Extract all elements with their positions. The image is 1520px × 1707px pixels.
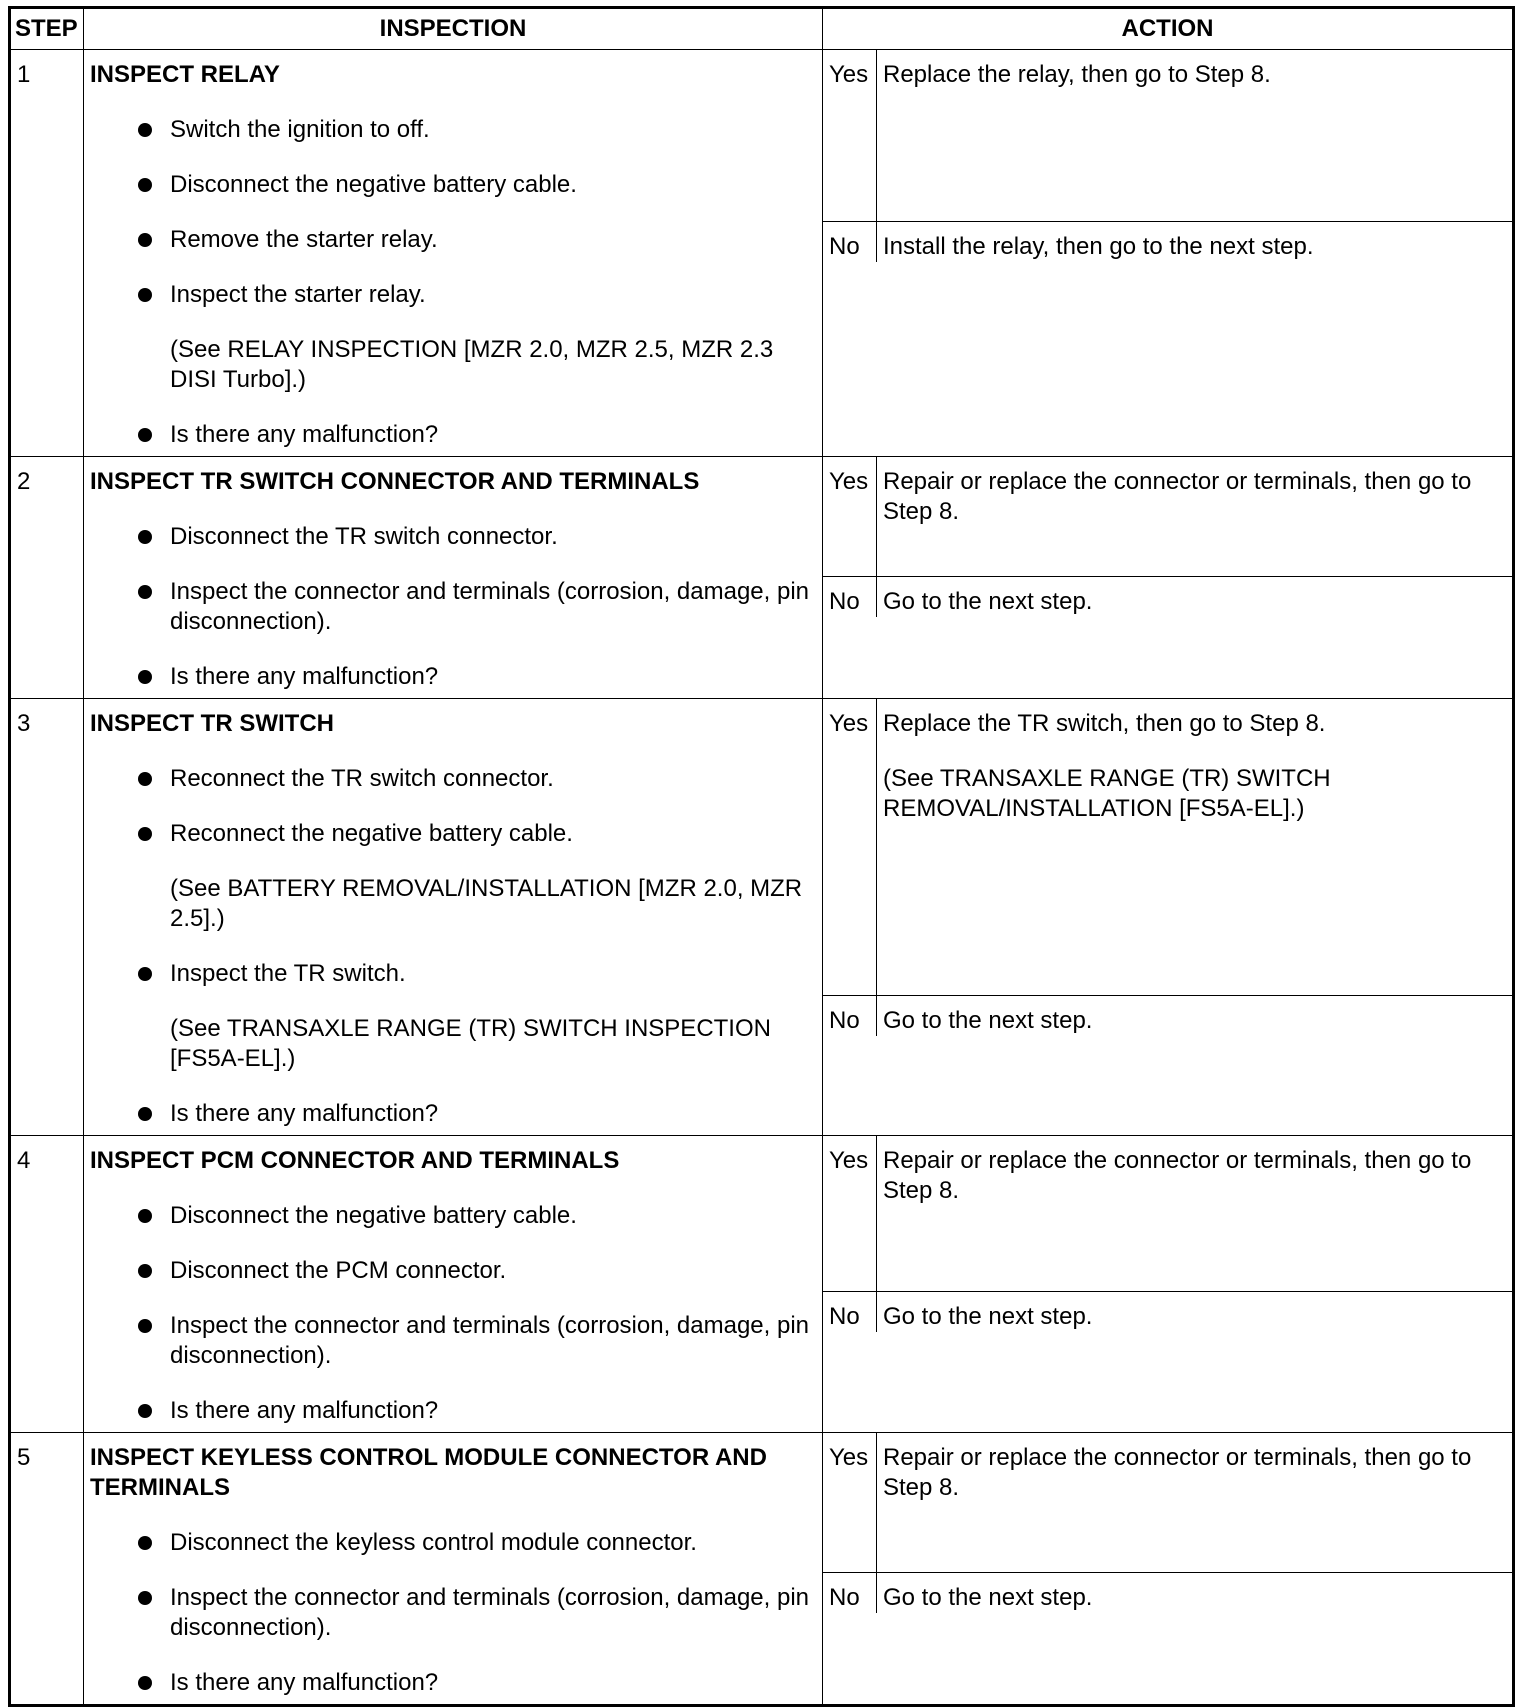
no-label: No: [823, 1292, 877, 1332]
bullet-text: Inspect the connector and terminals (corrosion, damage, pin disconnection).: [170, 1312, 810, 1369]
inspection-cell: [84, 50, 823, 457]
yes-action-note: (See TRANSAXLE RANGE (TR) SWITCH REMOVAL/INSTALLATION [FS5A-EL].): [883, 765, 1331, 822]
inspection-bullet-item: [170, 577, 814, 637]
step-number: 4: [10, 1136, 84, 1433]
yes-branch: [823, 699, 1512, 995]
bullet-text: Is there any malfunction?: [170, 1100, 439, 1127]
inspection-bullet-item: [170, 662, 814, 692]
action-column-header: ACTION: [823, 8, 1514, 50]
inspection-bullet-item: [170, 1396, 814, 1426]
inspection-cell: [84, 1136, 823, 1433]
inspection-title: INSPECT PCM CONNECTOR AND TERMINALS: [90, 1147, 620, 1174]
inspection-bullet-item: [170, 959, 814, 1074]
step-number: 2: [10, 457, 84, 699]
yes-action-text: Replace the relay, then go to Step 8.: [883, 61, 1271, 88]
yes-branch: [823, 457, 1512, 576]
no-label: No: [823, 1573, 877, 1613]
no-action-text: Go to the next step.: [883, 1007, 1093, 1034]
bullet-dot-icon: [138, 1107, 152, 1121]
bullet-dot-icon: [138, 530, 152, 544]
inspection-cell: [84, 699, 823, 1136]
inspection-bullet-item: [170, 1583, 814, 1643]
inspection-title: INSPECT RELAY: [90, 61, 280, 88]
step-number: 3: [10, 699, 84, 1136]
step-column-header: STEP: [10, 8, 84, 50]
inspection-cell: [84, 1433, 823, 1706]
inspection-bullet-item: [170, 1668, 814, 1698]
yes-label: Yes: [823, 50, 877, 221]
bullet-text: Disconnect the PCM connector.: [170, 1257, 507, 1284]
reference-note: (See TRANSAXLE RANGE (TR) SWITCH INSPECTION [FS5A-EL].): [170, 1015, 771, 1072]
yes-action-text: Repair or replace the connector or terminals, then go to Step 8.: [883, 1444, 1472, 1501]
no-action-text: Install the relay, then go to the next step.: [883, 233, 1314, 260]
bullet-text: Inspect the connector and terminals (corrosion, damage, pin disconnection).: [170, 1584, 810, 1641]
action-cell: [823, 50, 1514, 457]
yes-action-cell: [877, 699, 1512, 995]
bullet-text: Is there any malfunction?: [170, 1669, 439, 1696]
bullet-dot-icon: [138, 288, 152, 302]
action-cell: [823, 1136, 1514, 1433]
bullet-dot-icon: [138, 585, 152, 599]
step-row: [10, 699, 1514, 1136]
yes-branch: [823, 50, 1512, 221]
no-branch: [823, 221, 1512, 262]
inspection-bullets: [90, 764, 814, 1129]
bullet-dot-icon: [138, 827, 152, 841]
no-label: No: [823, 577, 877, 617]
bullet-text: Is there any malfunction?: [170, 421, 439, 448]
bullet-text: Disconnect the TR switch connector.: [170, 523, 558, 550]
inspection-bullet-item: [170, 764, 814, 794]
bullet-dot-icon: [138, 1591, 152, 1605]
bullet-text: Disconnect the negative battery cable.: [170, 1202, 577, 1229]
bullet-text: Inspect the connector and terminals (corrosion, damage, pin disconnection).: [170, 578, 810, 635]
inspection-bullet-item: [170, 522, 814, 552]
step-row: [10, 1433, 1514, 1706]
no-branch: [823, 995, 1512, 1036]
inspection-bullet-item: [170, 115, 814, 145]
inspection-bullet-item: [170, 1528, 814, 1558]
action-cell: [823, 1433, 1514, 1706]
no-label: No: [823, 996, 877, 1036]
action-cell: [823, 457, 1514, 699]
inspection-cell: [84, 457, 823, 699]
yes-label: Yes: [823, 699, 877, 995]
inspection-bullet-item: [170, 1256, 814, 1286]
bullet-dot-icon: [138, 772, 152, 786]
step-number: 1: [10, 50, 84, 457]
no-label: No: [823, 222, 877, 262]
no-branch: [823, 1291, 1512, 1332]
bullet-text: Remove the starter relay.: [170, 226, 438, 253]
yes-action-text: Replace the TR switch, then go to Step 8.: [883, 710, 1326, 737]
header-row: [10, 8, 1514, 50]
yes-branch: [823, 1136, 1512, 1291]
bullet-dot-icon: [138, 967, 152, 981]
inspection-bullets: [90, 522, 814, 692]
inspection-bullet-item: [170, 1201, 814, 1231]
step-row: [10, 457, 1514, 699]
bullet-dot-icon: [138, 123, 152, 137]
inspection-title: INSPECT KEYLESS CONTROL MODULE CONNECTOR AND TERMINALS: [90, 1444, 767, 1501]
bullet-text: Is there any malfunction?: [170, 1397, 439, 1424]
action-cell: [823, 699, 1514, 1136]
inspection-title: INSPECT TR SWITCH: [90, 710, 334, 737]
inspection-bullet-item: [170, 1311, 814, 1371]
inspection-bullet-item: [170, 280, 814, 395]
bullet-dot-icon: [138, 178, 152, 192]
no-action-text: Go to the next step.: [883, 1303, 1093, 1330]
step-row: [10, 1136, 1514, 1433]
step-number: 5: [10, 1433, 84, 1706]
reference-note: (See BATTERY REMOVAL/INSTALLATION [MZR 2.0, MZR 2.5].): [170, 875, 803, 932]
bullet-dot-icon: [138, 670, 152, 684]
inspection-bullet-item: [170, 420, 814, 450]
no-branch: [823, 576, 1512, 617]
yes-action-cell: [877, 1136, 1512, 1291]
no-action-text: Go to the next step.: [883, 1584, 1093, 1611]
inspection-bullet-item: [170, 170, 814, 200]
yes-action-text: Repair or replace the connector or terminals, then go to Step 8.: [883, 1147, 1472, 1204]
inspection-bullets: [90, 115, 814, 450]
step-row: [10, 50, 1514, 457]
bullet-dot-icon: [138, 233, 152, 247]
yes-action-cell: [877, 50, 1512, 221]
yes-action-cell: [877, 1433, 1512, 1572]
yes-action-cell: [877, 457, 1512, 576]
bullet-text: Reconnect the TR switch connector.: [170, 765, 554, 792]
yes-branch: [823, 1433, 1512, 1572]
bullet-dot-icon: [138, 1319, 152, 1333]
bullet-text: Inspect the TR switch.: [170, 960, 406, 987]
yes-label: Yes: [823, 457, 877, 576]
bullet-text: Switch the ignition to off.: [170, 116, 430, 143]
inspection-bullet-item: [170, 819, 814, 934]
bullet-text: Disconnect the negative battery cable.: [170, 171, 577, 198]
inspection-title: INSPECT TR SWITCH CONNECTOR AND TERMINALS: [90, 468, 700, 495]
bullet-dot-icon: [138, 1536, 152, 1550]
yes-label: Yes: [823, 1433, 877, 1572]
bullet-dot-icon: [138, 428, 152, 442]
inspection-bullets: [90, 1528, 814, 1698]
inspection-bullet-item: [170, 225, 814, 255]
bullet-text: Is there any malfunction?: [170, 663, 439, 690]
no-action-text: Go to the next step.: [883, 588, 1093, 615]
bullet-dot-icon: [138, 1404, 152, 1418]
diagnostic-procedure-table: [8, 6, 1515, 1707]
no-branch: [823, 1572, 1512, 1613]
bullet-dot-icon: [138, 1209, 152, 1223]
inspection-bullets: [90, 1201, 814, 1426]
yes-label: Yes: [823, 1136, 877, 1291]
inspection-column-header: INSPECTION: [84, 8, 823, 50]
yes-action-text: Repair or replace the connector or terminals, then go to Step 8.: [883, 468, 1472, 525]
bullet-dot-icon: [138, 1264, 152, 1278]
bullet-text: Disconnect the keyless control module connector.: [170, 1529, 697, 1556]
bullet-text: Inspect the starter relay.: [170, 281, 426, 308]
inspection-bullet-item: [170, 1099, 814, 1129]
bullet-text: Reconnect the negative battery cable.: [170, 820, 573, 847]
reference-note: (See RELAY INSPECTION [MZR 2.0, MZR 2.5, MZR 2.3 DISI Turbo].): [170, 336, 774, 393]
